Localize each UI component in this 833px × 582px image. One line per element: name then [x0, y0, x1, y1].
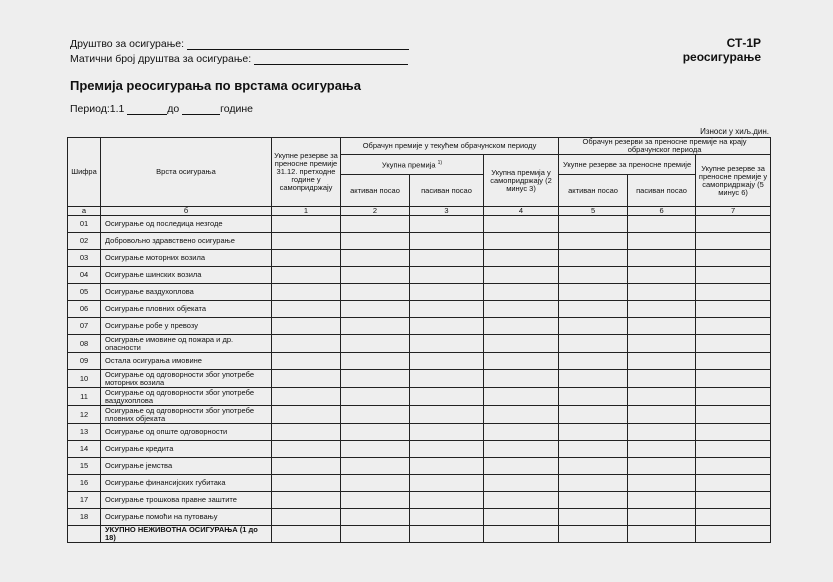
value-cell-col-4[interactable] [484, 267, 559, 284]
row-insurance-type: Осигурање робе у превозу [101, 318, 272, 335]
units-note: Износи у хиљ.дин. [700, 127, 769, 136]
value-cell-col-2[interactable] [341, 441, 410, 458]
value-cell-col-4[interactable] [484, 250, 559, 267]
value-cell-col-1[interactable] [272, 424, 341, 441]
row-code: 09 [68, 353, 101, 370]
period-to-label: до [167, 103, 180, 115]
value-cell-col-6[interactable] [628, 318, 696, 335]
header-code: Шифра [68, 138, 101, 207]
value-cell-col-4[interactable] [484, 284, 559, 301]
value-cell-col-4[interactable] [484, 335, 559, 353]
row-insurance-type: Осигурање јемства [101, 458, 272, 475]
value-cell-col-1[interactable] [272, 267, 341, 284]
value-cell-col-7[interactable] [696, 335, 771, 353]
value-cell-col-4[interactable] [484, 526, 559, 543]
value-cell-col-7[interactable] [696, 301, 771, 318]
form-subtitle: реосигурање [682, 50, 761, 64]
value-cell-col-4[interactable] [484, 353, 559, 370]
header-active-2: активан посао [559, 175, 628, 207]
value-cell-col-5[interactable] [559, 370, 628, 388]
value-cell-col-4[interactable] [484, 441, 559, 458]
value-cell-col-7[interactable] [696, 216, 771, 233]
value-cell-col-1[interactable] [272, 458, 341, 475]
row-code: 14 [68, 441, 101, 458]
value-cell-col-7[interactable] [696, 475, 771, 492]
value-cell-col-1[interactable] [272, 406, 341, 424]
value-cell-col-3[interactable] [410, 492, 484, 509]
value-cell-col-2[interactable] [341, 250, 410, 267]
period-suffix: године [220, 103, 253, 115]
value-cell-col-6[interactable] [628, 301, 696, 318]
value-cell-col-5[interactable] [559, 441, 628, 458]
value-cell-col-3[interactable] [410, 284, 484, 301]
value-cell-col-3[interactable] [410, 509, 484, 526]
row-insurance-type: Осигурање од одговорности због употребе моторних возила [101, 370, 272, 388]
colnum: 5 [559, 207, 628, 216]
table-row [68, 284, 771, 301]
value-cell-col-1[interactable] [272, 216, 341, 233]
value-cell-col-7[interactable] [696, 441, 771, 458]
value-cell-col-5[interactable] [559, 353, 628, 370]
period-line [70, 103, 253, 115]
table-row [68, 335, 771, 353]
value-cell-col-7[interactable] [696, 492, 771, 509]
header-type: Врста осигурања [101, 138, 272, 207]
table-row [68, 318, 771, 335]
value-cell-col-5[interactable] [559, 318, 628, 335]
row-code: 13 [68, 424, 101, 441]
row-insurance-type: Осигурање кредита [101, 441, 272, 458]
value-cell-col-7[interactable] [696, 509, 771, 526]
value-cell-col-2[interactable] [341, 318, 410, 335]
value-cell-col-6[interactable] [628, 216, 696, 233]
value-cell-col-6[interactable] [628, 267, 696, 284]
value-cell-col-4[interactable] [484, 509, 559, 526]
row-insurance-type: Осигурање шинских возила [101, 267, 272, 284]
value-cell-col-7[interactable] [696, 458, 771, 475]
table-row [68, 301, 771, 318]
value-cell-col-3[interactable] [410, 441, 484, 458]
value-cell-col-5[interactable] [559, 233, 628, 250]
row-code: 03 [68, 250, 101, 267]
value-cell-col-4[interactable] [484, 475, 559, 492]
value-cell-col-2[interactable] [341, 267, 410, 284]
value-cell-col-7[interactable] [696, 250, 771, 267]
value-cell-col-3[interactable] [410, 318, 484, 335]
page-title: Премија реосигурања по врстама осигурања [70, 78, 361, 93]
value-cell-col-3[interactable] [410, 233, 484, 250]
value-cell-col-6[interactable] [628, 250, 696, 267]
value-cell-col-3[interactable] [410, 388, 484, 406]
value-cell-col-1[interactable] [272, 250, 341, 267]
value-cell-col-1[interactable] [272, 509, 341, 526]
value-cell-col-4[interactable] [484, 370, 559, 388]
value-cell-col-2[interactable] [341, 406, 410, 424]
row-insurance-type: Осигурање ваздухоплова [101, 284, 272, 301]
row-insurance-type: Осигурање од последица незгоде [101, 216, 272, 233]
colnum: а [68, 207, 101, 216]
row-code: 17 [68, 492, 101, 509]
value-cell-col-4[interactable] [484, 424, 559, 441]
value-cell-col-7[interactable] [696, 284, 771, 301]
value-cell-col-2[interactable] [341, 301, 410, 318]
value-cell-col-1[interactable] [272, 492, 341, 509]
value-cell-col-6[interactable] [628, 509, 696, 526]
value-cell-col-4[interactable] [484, 406, 559, 424]
row-insurance-type: Осигурање од одговорности због употребе ваздухоплова [101, 388, 272, 406]
value-cell-col-7[interactable] [696, 406, 771, 424]
value-cell-col-2[interactable] [341, 388, 410, 406]
form-code-block [683, 36, 761, 64]
value-cell-col-4[interactable] [484, 492, 559, 509]
value-cell-col-3[interactable] [410, 475, 484, 492]
value-cell-col-5[interactable] [559, 424, 628, 441]
row-insurance-type: Осигурање од одговорности због употребе пловних објеката [101, 406, 272, 424]
value-cell-col-7[interactable] [696, 233, 771, 250]
value-cell-col-5[interactable] [559, 335, 628, 353]
value-cell-col-5[interactable] [559, 509, 628, 526]
value-cell-col-3[interactable] [410, 216, 484, 233]
value-cell-col-1[interactable] [272, 335, 341, 353]
value-cell-col-5[interactable] [559, 301, 628, 318]
value-cell-col-5[interactable] [559, 267, 628, 284]
colnum: 1 [272, 207, 341, 216]
value-cell-col-1[interactable] [272, 388, 341, 406]
row-code: 15 [68, 458, 101, 475]
header-premium-group: Обрачун премије у текућем обрачунском периоду [341, 138, 559, 155]
colnum: 3 [410, 207, 484, 216]
row-code: 04 [68, 267, 101, 284]
row-insurance-type: Остала осигурања имовине [101, 353, 272, 370]
value-cell-col-3[interactable] [410, 250, 484, 267]
value-cell-col-6[interactable] [628, 475, 696, 492]
value-cell-col-3[interactable] [410, 526, 484, 543]
header-reserves-group: Обрачун резерви за преносне премије на крају обрачунског периода [559, 138, 771, 155]
value-cell-col-2[interactable] [341, 475, 410, 492]
colnum: 4 [484, 207, 559, 216]
value-cell-col-6[interactable] [628, 441, 696, 458]
period-year-field[interactable] [182, 104, 220, 115]
table-total-row [68, 526, 771, 543]
value-cell-col-6[interactable] [628, 284, 696, 301]
value-cell-col-4[interactable] [484, 233, 559, 250]
table-row [68, 424, 771, 441]
value-cell-col-5[interactable] [559, 216, 628, 233]
value-cell-col-2[interactable] [341, 370, 410, 388]
value-cell-col-4[interactable] [484, 318, 559, 335]
regno-line [70, 53, 408, 65]
value-cell-col-2[interactable] [341, 335, 410, 353]
value-cell-col-7[interactable] [696, 424, 771, 441]
value-cell-col-5[interactable] [559, 526, 628, 543]
value-cell-col-3[interactable] [410, 335, 484, 353]
table-row [68, 370, 771, 388]
value-cell-col-2[interactable] [341, 216, 410, 233]
row-code: 11 [68, 388, 101, 406]
table-row [68, 267, 771, 284]
value-cell-col-5[interactable] [559, 284, 628, 301]
value-cell-col-5[interactable] [559, 458, 628, 475]
row-code: 07 [68, 318, 101, 335]
value-cell-col-7[interactable] [696, 370, 771, 388]
header-retention: Укупна премија у самопридржају (2 минус 3) [484, 155, 559, 207]
value-cell-col-6[interactable] [628, 458, 696, 475]
value-cell-col-1[interactable] [272, 284, 341, 301]
value-cell-col-2[interactable] [341, 458, 410, 475]
value-cell-col-4[interactable] [484, 301, 559, 318]
value-cell-col-5[interactable] [559, 388, 628, 406]
table-row [68, 353, 771, 370]
value-cell-col-4[interactable] [484, 458, 559, 475]
header-reserves-prior: Укупне резерве за преносне премије 31.12. претходне године у самопридржају [272, 138, 341, 207]
value-cell-col-1[interactable] [272, 441, 341, 458]
row-code: 12 [68, 406, 101, 424]
value-cell-col-2[interactable] [341, 424, 410, 441]
value-cell-col-6[interactable] [628, 492, 696, 509]
value-cell-col-4[interactable] [484, 216, 559, 233]
value-cell-col-3[interactable] [410, 370, 484, 388]
value-cell-col-6[interactable] [628, 335, 696, 353]
value-cell-col-2[interactable] [341, 233, 410, 250]
value-cell-col-6[interactable] [628, 406, 696, 424]
table-row [68, 216, 771, 233]
value-cell-col-3[interactable] [410, 424, 484, 441]
row-code: 01 [68, 216, 101, 233]
row-code: 02 [68, 233, 101, 250]
table-row [68, 406, 771, 424]
value-cell-col-7[interactable] [696, 267, 771, 284]
value-cell-col-5[interactable] [559, 250, 628, 267]
period-from-field[interactable] [127, 104, 167, 115]
table-row [68, 475, 771, 492]
row-insurance-type: Осигурање имовине од пожара и др. опасности [101, 335, 272, 353]
value-cell-col-1[interactable] [272, 475, 341, 492]
header-reserves-retention: Укупне резерве за преносне премије у самопридржају (5 минус 6) [696, 155, 771, 207]
value-cell-col-3[interactable] [410, 406, 484, 424]
value-cell-col-2[interactable] [341, 492, 410, 509]
form-code: СТ-1Р [726, 36, 761, 50]
table-row [68, 458, 771, 475]
value-cell-col-3[interactable] [410, 267, 484, 284]
company-label: Друштво за осигурање: [70, 38, 184, 50]
table-row [68, 509, 771, 526]
company-line [70, 38, 409, 50]
row-insurance-type: Осигурање помоћи на путовању [101, 509, 272, 526]
value-cell-col-7[interactable] [696, 353, 771, 370]
value-cell-col-5[interactable] [559, 492, 628, 509]
value-cell-col-2[interactable] [341, 353, 410, 370]
premium-table [67, 137, 771, 543]
row-insurance-type: Осигурање пловних објеката [101, 301, 272, 318]
value-cell-col-1[interactable] [272, 233, 341, 250]
colnum: 6 [628, 207, 696, 216]
table-row [68, 441, 771, 458]
value-cell-col-2[interactable] [341, 284, 410, 301]
header-active: активан посао [341, 175, 410, 207]
row-code: 05 [68, 284, 101, 301]
period-prefix: Период:1.1 [70, 103, 125, 115]
value-cell-col-7[interactable] [696, 526, 771, 543]
row-insurance-type: Осигурање од опште одговорности [101, 424, 272, 441]
value-cell-col-2[interactable] [341, 526, 410, 543]
header-reserves-total: Укупне резерве за преносне премије [559, 155, 696, 175]
colnum: 7 [696, 207, 771, 216]
value-cell-col-1[interactable] [272, 318, 341, 335]
value-cell-col-5[interactable] [559, 475, 628, 492]
row-insurance-type: УКУПНО НЕЖИВОТНА ОСИГУРАЊА (1 до 18) [101, 526, 272, 543]
row-code: 18 [68, 509, 101, 526]
colnum: б [101, 207, 272, 216]
value-cell-col-6[interactable] [628, 353, 696, 370]
value-cell-col-2[interactable] [341, 509, 410, 526]
table-row [68, 233, 771, 250]
table-row [68, 492, 771, 509]
value-cell-col-6[interactable] [628, 526, 696, 543]
row-code: 08 [68, 335, 101, 353]
value-cell-col-3[interactable] [410, 301, 484, 318]
value-cell-col-1[interactable] [272, 526, 341, 543]
row-insurance-type: Осигурање моторних возила [101, 250, 272, 267]
row-insurance-type: Осигурање финансијских губитака [101, 475, 272, 492]
value-cell-col-6[interactable] [628, 388, 696, 406]
regno-label: Матични број друштва за осигурање: [70, 53, 252, 65]
value-cell-col-6[interactable] [628, 370, 696, 388]
row-code: 06 [68, 301, 101, 318]
value-cell-col-6[interactable] [628, 424, 696, 441]
row-code [68, 526, 101, 543]
value-cell-col-3[interactable] [410, 353, 484, 370]
row-code: 10 [68, 370, 101, 388]
colnum: 2 [341, 207, 410, 216]
header-total-premium: Укупна премија $^{1)}$ [341, 155, 484, 175]
value-cell-col-6[interactable] [628, 233, 696, 250]
regno-field[interactable] [254, 53, 408, 65]
value-cell-col-3[interactable] [410, 458, 484, 475]
value-cell-col-7[interactable] [696, 318, 771, 335]
row-insurance-type: Осигурање трошкова правне заштите [101, 492, 272, 509]
header-passive-2: пасиван посао [628, 175, 696, 207]
footnote-mark: 1) [437, 160, 443, 167]
value-cell-col-1[interactable] [272, 353, 341, 370]
row-code: 16 [68, 475, 101, 492]
value-cell-col-5[interactable] [559, 406, 628, 424]
value-cell-col-7[interactable] [696, 388, 771, 406]
row-insurance-type: Добровољно здравствено осигурање [101, 233, 272, 250]
header-passive: пасиван посао [410, 175, 484, 207]
value-cell-col-4[interactable] [484, 388, 559, 406]
company-field[interactable] [187, 38, 409, 50]
value-cell-col-1[interactable] [272, 370, 341, 388]
table-row [68, 388, 771, 406]
value-cell-col-1[interactable] [272, 301, 341, 318]
table-row [68, 250, 771, 267]
